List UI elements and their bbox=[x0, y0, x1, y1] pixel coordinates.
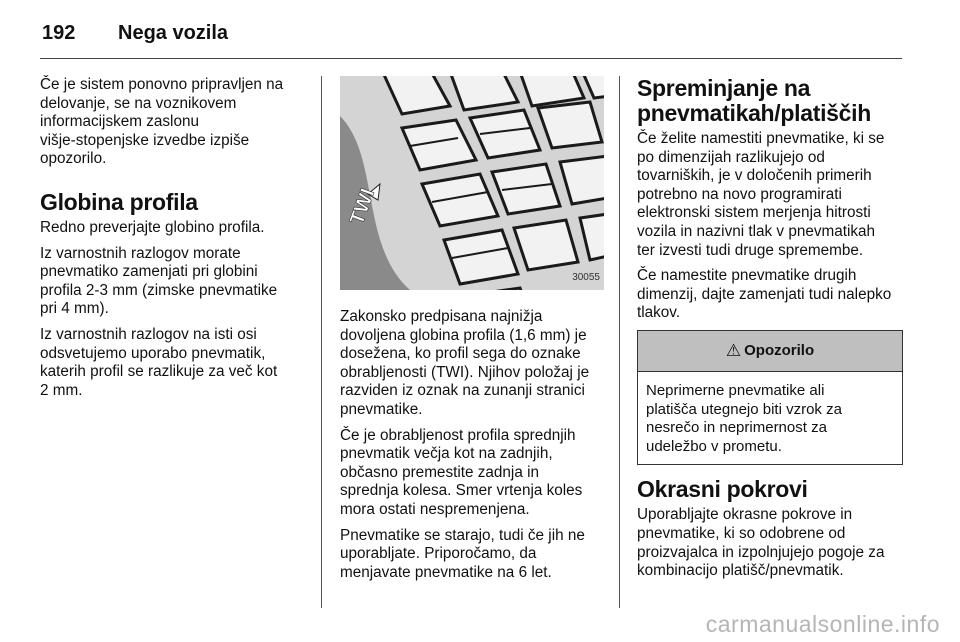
section-heading-tread-depth: Globina profila bbox=[40, 188, 198, 215]
page-title: Nega vozila bbox=[118, 21, 229, 44]
column-3 bbox=[637, 76, 903, 588]
paragraph: Redno preverjajte globino profila. bbox=[40, 218, 265, 236]
figure-number: 30055 bbox=[572, 272, 600, 284]
warning-box bbox=[637, 330, 903, 465]
warning-title: Opozorilo bbox=[744, 341, 815, 359]
warning-body: Neprimerne pnevmatike ali platišča utegnejo biti vzrok za nesrečo in neprimernost za udeležbo v prometu. bbox=[646, 381, 842, 455]
warning-header bbox=[638, 331, 902, 372]
section-heading-tire-changes: Spreminjanje na pnevmatikah/platiščih bbox=[637, 75, 871, 126]
paragraph: Če namestite pnevmatike drugih dimenzij, dajte zamenjati tudi nalepko tlakov. bbox=[637, 267, 892, 322]
column-divider bbox=[321, 76, 322, 608]
paragraph: Zakonsko predpisana najnižja dovoljena globina profila (1,6 mm) je dosežena, ko profil sega do oznake obrabljenosti (TWI). Njihov položaj je razviden iz oznak na zunanji stranici pnevmatike. bbox=[340, 308, 590, 418]
column-1 bbox=[40, 76, 310, 407]
paragraph: Iz varnostnih razlogov na isti osi odsvetujemo uporabo pnevmatik, katerih profil se razlikuje za več kot 2 mm. bbox=[40, 325, 278, 399]
column-2 bbox=[340, 76, 604, 589]
paragraph: Če je obrabljenost profila sprednjih pnevmatik večja kot na zadnjih, občasno premestite zadnja in sprednja kolesa. Smer vrtenja koles mora ostati nespremenjena. bbox=[340, 426, 583, 518]
paragraph: Uporabljajte okrasne pokrove in pnevmatike, ki so odobrene od proizvajalca in izpolnjujejo pogoje za kombinacijo platišč/pnevmatik. bbox=[637, 506, 885, 580]
header-rule bbox=[40, 58, 902, 59]
twi-label: TWI bbox=[346, 185, 380, 228]
intro-paragraph: Če je sistem ponovno pripravljen na delovanje, se na voznikovem informacijskem zaslonu višje-stopenjske izvedbe izpiše opozorilo. bbox=[40, 76, 284, 168]
paragraph: Iz varnostnih razlogov morate pnevmatiko zamenjati pri globini profila 2-3 mm (zimske pnevmatike pri 4 mm). bbox=[40, 244, 278, 318]
column-divider bbox=[619, 76, 620, 608]
tire-tread-figure bbox=[340, 76, 604, 290]
page-header bbox=[42, 18, 228, 48]
paragraph: Pnevmatike se starajo, tudi če jih ne uporabljate. Priporočamo, da menjavate pnevmatike na 6 let. bbox=[340, 526, 585, 581]
warning-triangle-icon: ⚠ bbox=[725, 340, 742, 360]
page-number: 192 bbox=[42, 21, 76, 44]
watermark: carmanualsonline.info bbox=[705, 611, 940, 637]
paragraph: Če želite namestiti pnevmatike, ki se po dimenzijah razlikujejo od tovarniških, je v določenih primerih potrebno na novo programirati elektronski sistem merjenja hitrosti vozila in nazivni tlak v pnevmatikah ter izvesti tudi druge spremembe. bbox=[637, 130, 885, 259]
section-heading-wheel-covers: Okrasni pokrovi bbox=[637, 476, 808, 503]
